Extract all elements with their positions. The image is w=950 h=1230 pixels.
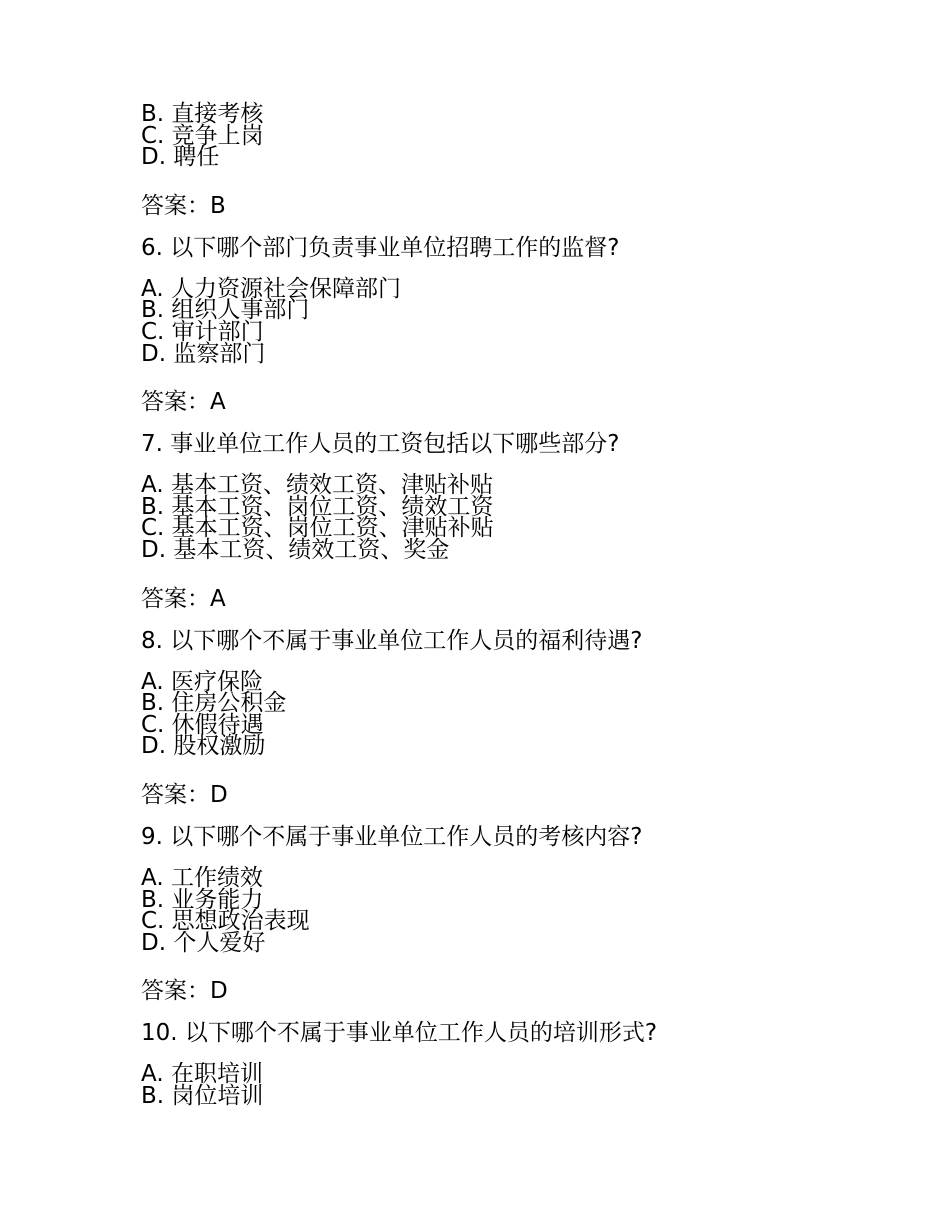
q9-options (141, 864, 861, 956)
q8-option-a: A. 医疗保险 (141, 668, 263, 695)
q6-question: 6. 以下哪个部门负责事业单位招聘工作的监督? (141, 234, 620, 261)
q9-answer: 答案：D (141, 978, 228, 1005)
q10-question: 10. 以下哪个不属于事业单位工作人员的培训形式? (141, 1020, 658, 1047)
q9-option-a: A. 工作绩效 (141, 864, 263, 891)
q8-question: 8. 以下哪个不属于事业单位工作人员的福利待遇? (141, 627, 643, 654)
q10-option-a: A. 在职培训 (141, 1061, 263, 1088)
q5-option-d: D. 聘任 (141, 144, 220, 171)
q7-option-a: A. 基本工资、绩效工资、津贴补贴 (141, 472, 493, 499)
q7-option-b: B. 基本工资、岗位工资、绩效工资 (141, 493, 494, 520)
q6-option-b: B. 组织人事部门 (141, 297, 310, 324)
q6-options (141, 275, 861, 367)
q9-question: 9. 以下哪个不属于事业单位工作人员的考核内容? (141, 823, 643, 850)
q8-option-b: B. 住房公积金 (141, 690, 287, 717)
q8-answer: 答案：D (141, 781, 228, 808)
q7-answer: 答案：A (141, 585, 226, 612)
q6-option-d: D. 监察部门 (141, 340, 266, 367)
q7-question: 7. 事业单位工作人员的工资包括以下哪些部分? (141, 431, 620, 458)
q7-option-d: D. 基本工资、绩效工资、奖金 (141, 536, 450, 563)
q8-options (141, 668, 861, 760)
q9-option-d: D. 个人爱好 (141, 929, 266, 956)
q7-options (141, 472, 861, 563)
q5-answer: 答案：B (141, 192, 226, 219)
q10-option-b: B. 岗位培训 (141, 1082, 264, 1109)
q8-option-c: C. 休假待遇 (141, 711, 264, 738)
document-page (141, 101, 861, 1109)
q5-option-c: C. 竞争上岗 (141, 122, 264, 149)
q10-options (141, 1061, 861, 1109)
q9-option-c: C. 思想政治表现 (141, 908, 310, 935)
q6-option-a: A. 人力资源社会保障部门 (141, 275, 401, 302)
q5-option-b: B. 直接考核 (141, 101, 264, 127)
q6-option-c: C. 审计部门 (141, 318, 264, 345)
q6-answer: 答案：A (141, 389, 226, 416)
q7-option-c: C. 基本工资、岗位工资、津贴补贴 (141, 515, 494, 542)
q9-option-b: B. 业务能力 (141, 886, 264, 913)
q5-options (141, 101, 861, 171)
q8-option-d: D. 股权激励 (141, 733, 266, 760)
